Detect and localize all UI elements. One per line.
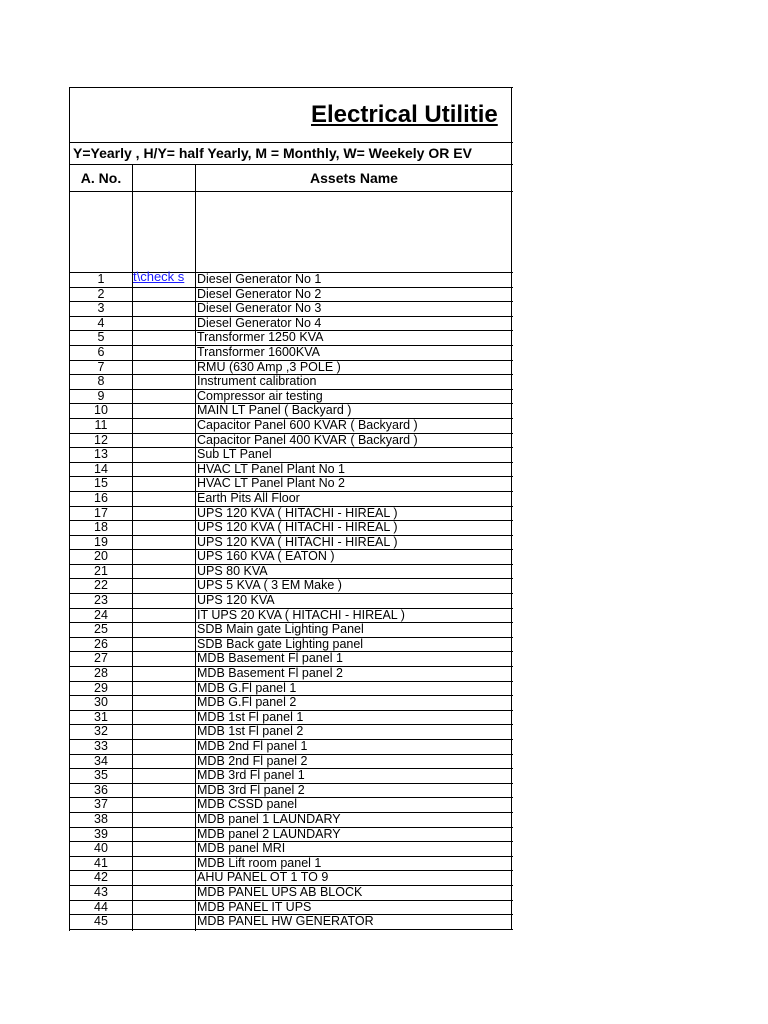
asset-name: RMU (630 Amp ,3 POLE ) [197,359,341,374]
asset-number: 40 [94,841,108,856]
asset-number: 15 [94,476,108,491]
table-row [70,682,513,697]
table-row [70,565,513,580]
table-row [70,477,513,492]
table-row [70,419,513,434]
asset-number: 24 [94,607,108,622]
asset-name: AHU PANEL OT 1 TO 9 [197,870,329,885]
table-row [70,579,513,594]
asset-number: 14 [94,461,108,476]
asset-number: 4 [97,315,105,330]
table-row [70,536,513,551]
asset-name: UPS 120 KVA ( HITACHI - HIREAL ) [197,505,398,520]
asset-name: MDB PANEL IT UPS [197,899,312,914]
asset-name: UPS 120 KVA ( HITACHI - HIREAL ) [197,520,398,535]
asset-name: Transformer 1250 KVA [197,330,324,345]
table-row [70,857,513,872]
asset-number: 7 [97,359,105,374]
asset-name: UPS 120 KVA ( HITACHI - HIREAL ) [197,534,398,549]
asset-number: 17 [94,505,108,520]
asset-name: MDB 3rd Fl panel 2 [197,782,305,797]
header-divider [132,191,513,192]
asset-name: HVAC LT Panel Plant No 2 [197,476,345,491]
table-row [70,404,513,419]
asset-name: Diesel Generator No 2 [197,286,322,301]
header-assets-name: Assets Name [310,170,398,186]
asset-name: Sub LT Panel [197,447,272,462]
table-row [70,696,513,711]
table-row [70,492,513,507]
table-row [70,652,513,667]
asset-number: 37 [94,797,108,812]
asset-name: MDB G.Fl panel 2 [197,695,297,710]
asset-number: 19 [94,534,108,549]
asset-name: MDB 1st Fl panel 1 [197,709,304,724]
asset-number: 42 [94,870,108,885]
asset-number: 33 [94,739,108,753]
asset-number: 21 [94,563,108,578]
asset-name: SDB Main gate Lighting Panel [197,622,364,637]
asset-rows [70,273,513,930]
table-row [70,798,513,813]
asset-number: 5 [97,330,105,345]
asset-number: 29 [94,680,108,695]
asset-number: 13 [94,447,108,462]
table-row [70,901,513,916]
table-row [70,725,513,740]
asset-number: 10 [94,403,108,418]
title-row [70,88,513,143]
asset-number: 20 [94,549,108,564]
asset-name: MDB Basement Fl panel 1 [197,651,343,666]
asset-name: UPS 80 KVA [197,563,268,578]
asset-number: 2 [97,286,105,301]
table-row [70,346,513,361]
asset-name: Instrument calibration [197,374,317,389]
frequency-legend: Y=Yearly , H/Y= half Yearly, M = Monthly, W= Weekely OR EV [73,145,472,161]
table-row [70,317,513,332]
asset-number: 3 [97,301,105,316]
asset-number: 18 [94,520,108,535]
asset-number: 36 [94,782,108,797]
table-row [70,609,513,624]
check-sheet-link[interactable]: t\check s [133,269,185,284]
table-row [70,711,513,726]
asset-name: Capacitor Panel 600 KVAR ( Backyard ) [197,417,418,432]
asset-number: 45 [94,914,108,929]
asset-name: IT UPS 20 KVA ( HITACHI - HIREAL ) [197,607,405,622]
asset-number: 28 [94,666,108,681]
asset-name: Earth Pits All Floor [197,490,300,505]
table-row [70,842,513,857]
header-asset-no: A. No. [80,170,122,186]
table-row [70,361,513,376]
asset-number: 27 [94,651,108,666]
table-row [70,434,513,449]
asset-number: 34 [94,753,108,768]
asset-name: MDB Basement Fl panel 2 [197,666,343,681]
sheet-bottom-edge [69,929,512,930]
asset-name: MDB panel 1 LAUNDARY [197,811,341,826]
asset-number: 22 [94,578,108,593]
asset-number: 1 [97,272,105,286]
spreadsheet [69,87,513,931]
asset-number: 38 [94,811,108,826]
asset-number: 11 [94,417,108,432]
asset-number: 6 [97,344,105,359]
asset-number: 43 [94,884,108,899]
asset-number: 23 [94,593,108,608]
table-row [70,755,513,770]
asset-name: UPS 160 KVA ( EATON ) [197,549,335,564]
asset-name: HVAC LT Panel Plant No 1 [197,461,345,476]
asset-number: 31 [94,709,108,724]
table-row [70,507,513,522]
asset-number: 26 [94,636,108,651]
asset-name: MDB panel MRI [197,841,286,856]
table-row [70,331,513,346]
table-row [70,871,513,886]
asset-number: 39 [94,826,108,841]
table-row [70,623,513,638]
asset-number: 32 [94,724,108,739]
table-row [70,769,513,784]
table-row [70,390,513,405]
asset-name: MDB PANEL UPS AB BLOCK [197,884,363,899]
asset-name: MDB 2nd Fl panel 2 [197,753,308,768]
asset-number: 44 [94,899,108,914]
table-row [70,302,513,317]
asset-number: 8 [97,374,105,389]
asset-name: Transformer 1600KVA [197,344,320,359]
table-row [70,594,513,609]
asset-name: MDB panel 2 LAUNDARY [197,826,341,841]
asset-name: Diesel Generator No 4 [197,315,322,330]
table-row [70,448,513,463]
asset-name: MAIN LT Panel ( Backyard ) [197,403,352,418]
legend-row [70,143,513,165]
table-row [70,915,513,930]
asset-name: SDB Back gate Lighting panel [197,636,364,651]
table-row [70,375,513,390]
asset-name: Diesel Generator No 1 [197,272,322,286]
table-row [70,667,513,682]
asset-number: 9 [97,388,105,403]
asset-number: 35 [94,768,108,783]
asset-number: 12 [94,432,108,447]
asset-name: MDB CSSD panel [197,797,298,812]
asset-number: 30 [94,695,108,710]
asset-name: MDB Lift room panel 1 [197,855,322,870]
header-blank [133,165,195,191]
table-row [70,740,513,755]
asset-name: Diesel Generator No 3 [197,301,322,316]
table-row [70,813,513,828]
table-row [70,550,513,565]
asset-name: MDB 1st Fl panel 2 [197,724,304,739]
table-row [70,886,513,901]
asset-name: Capacitor Panel 400 KVAR ( Backyard ) [197,432,418,447]
table-row [70,288,513,303]
asset-name: Compressor air testing [197,388,323,403]
table-row [70,521,513,536]
asset-name: MDB 3rd Fl panel 1 [197,768,305,783]
asset-name: MDB G.Fl panel 1 [197,680,297,695]
sheet-right-edge [511,87,512,930]
table-row [70,828,513,843]
asset-name: UPS 5 KVA ( 3 EM Make ) [197,578,342,593]
table-row [70,638,513,653]
sheet-title: Electrical Utilitie [311,101,498,128]
asset-number: 16 [94,490,108,505]
table-row [70,784,513,799]
asset-number: 41 [94,855,108,870]
asset-number: 25 [94,622,108,637]
table-row [70,463,513,478]
asset-name: UPS 120 KVA [197,593,275,608]
asset-name: MDB PANEL HW GENERATOR [197,914,374,929]
asset-name: MDB 2nd Fl panel 1 [197,739,308,753]
header-divider [70,191,132,192]
